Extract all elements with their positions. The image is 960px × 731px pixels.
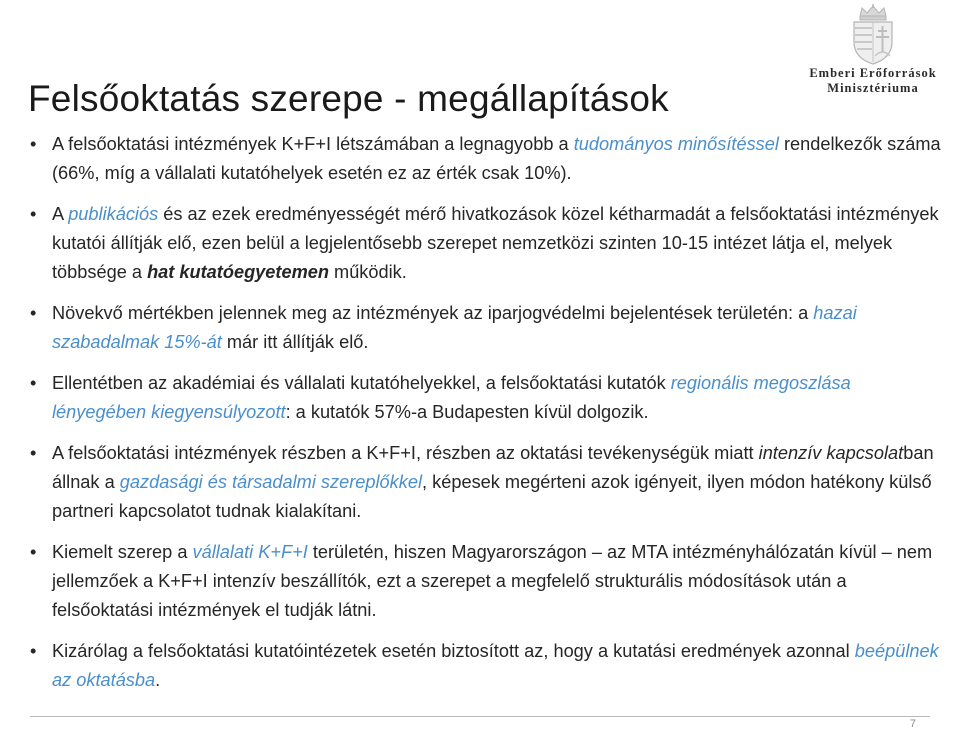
footer-divider xyxy=(30,716,930,717)
bullet-highlight-text: hat kutatóegyetemen xyxy=(147,262,329,282)
bullet-item xyxy=(30,299,942,357)
bullet-text: és az ezek eredményességét mérő hivatkozások közel kétharmadát a felsőoktatási intézmények kutatói állítják elő, ezen belül a legjelentősebb szerepet nemzetközi szinten 10-15 intézet látja el, melyek többsége a xyxy=(52,204,939,282)
bullet-highlight-text: beépülnek az oktatásba xyxy=(52,641,939,690)
bullet-item xyxy=(30,538,942,625)
bullet-item xyxy=(30,130,942,188)
logo-text-line1: Emberi Erőforrások xyxy=(809,66,937,80)
bullet-text: Növekvő mértékben jelennek meg az intézmények az iparjogvédelmi bejelentések területén: a xyxy=(52,303,814,323)
bullet-item xyxy=(30,200,942,287)
bullet-text: már itt állítják elő. xyxy=(221,332,369,352)
ministry-logo xyxy=(808,4,938,96)
bullet-text: : a kutatók 57%-a Budapesten kívül dolgozik. xyxy=(285,402,649,422)
bullet-item xyxy=(30,369,942,427)
bullet-text: Kiemelt szerep a xyxy=(52,542,193,562)
bullet-text: . xyxy=(155,670,161,690)
bullet-text: területén, hiszen Magyarországon – az MTA intézményhálózatán kívül – nem jellemzőek a K+F+I intenzív beszállítók, ezt a szerepet a megfelelő strukturális módosítások után a felsőoktatási intézmények el tudják látni. xyxy=(52,542,933,620)
bullet-highlight-text: intenzív kapcsolat xyxy=(758,443,904,463)
page-number: 7 xyxy=(909,718,916,730)
bullet-highlight-text: hazai szabadalmak 15%-át xyxy=(52,303,857,352)
bullet-highlight-text: publikációs xyxy=(68,204,159,224)
bullet-text: Ellentétben az akadémiai és vállalati kutatóhelyekkel, a felsőoktatási kutatók xyxy=(52,373,671,393)
bullet-text: A felsőoktatási intézmények részben a K+F+I, részben az oktatási tevékenységük miatt xyxy=(52,443,759,463)
bullet-highlight-text: tudományos minősítéssel xyxy=(573,134,779,154)
bullet-highlight-text: regionális megoszlása lényegében kiegyensúlyozott xyxy=(52,373,851,422)
bullet-highlight-text: gazdasági és társadalmi szereplőkkel xyxy=(119,472,423,492)
bullet-text: A xyxy=(52,204,69,224)
bullet-item xyxy=(30,637,942,695)
logo-text-line2: Minisztériuma xyxy=(827,81,919,95)
bullet-text: működik. xyxy=(328,262,407,282)
bullet-text: ban állnak a xyxy=(52,443,934,492)
bullet-list xyxy=(30,130,942,707)
bullet-text: rendelkezők száma (66%, míg a vállalati kutatóhelyek esetén ez az érték csak 10%). xyxy=(52,134,941,183)
coat-of-arms-icon xyxy=(844,4,902,66)
bullet-text: Kizárólag a felsőoktatási kutatóintézetek esetén biztosított az, hogy a kutatási eredmények azonnal xyxy=(52,641,855,661)
bullet-highlight-text: vállalati K+F+I xyxy=(192,542,308,562)
slide-title: Felsőoktatás szerepe - megállapítások xyxy=(28,78,669,119)
bullet-text: , képesek megérteni azok igényeit, ilyen módon hatékony külső partneri kapcsolatot tudnak kialakítani. xyxy=(52,472,932,521)
bullet-text: A felsőoktatási intézmények K+F+I létszámában a legnagyobb a xyxy=(52,134,574,154)
bullet-item xyxy=(30,439,942,526)
